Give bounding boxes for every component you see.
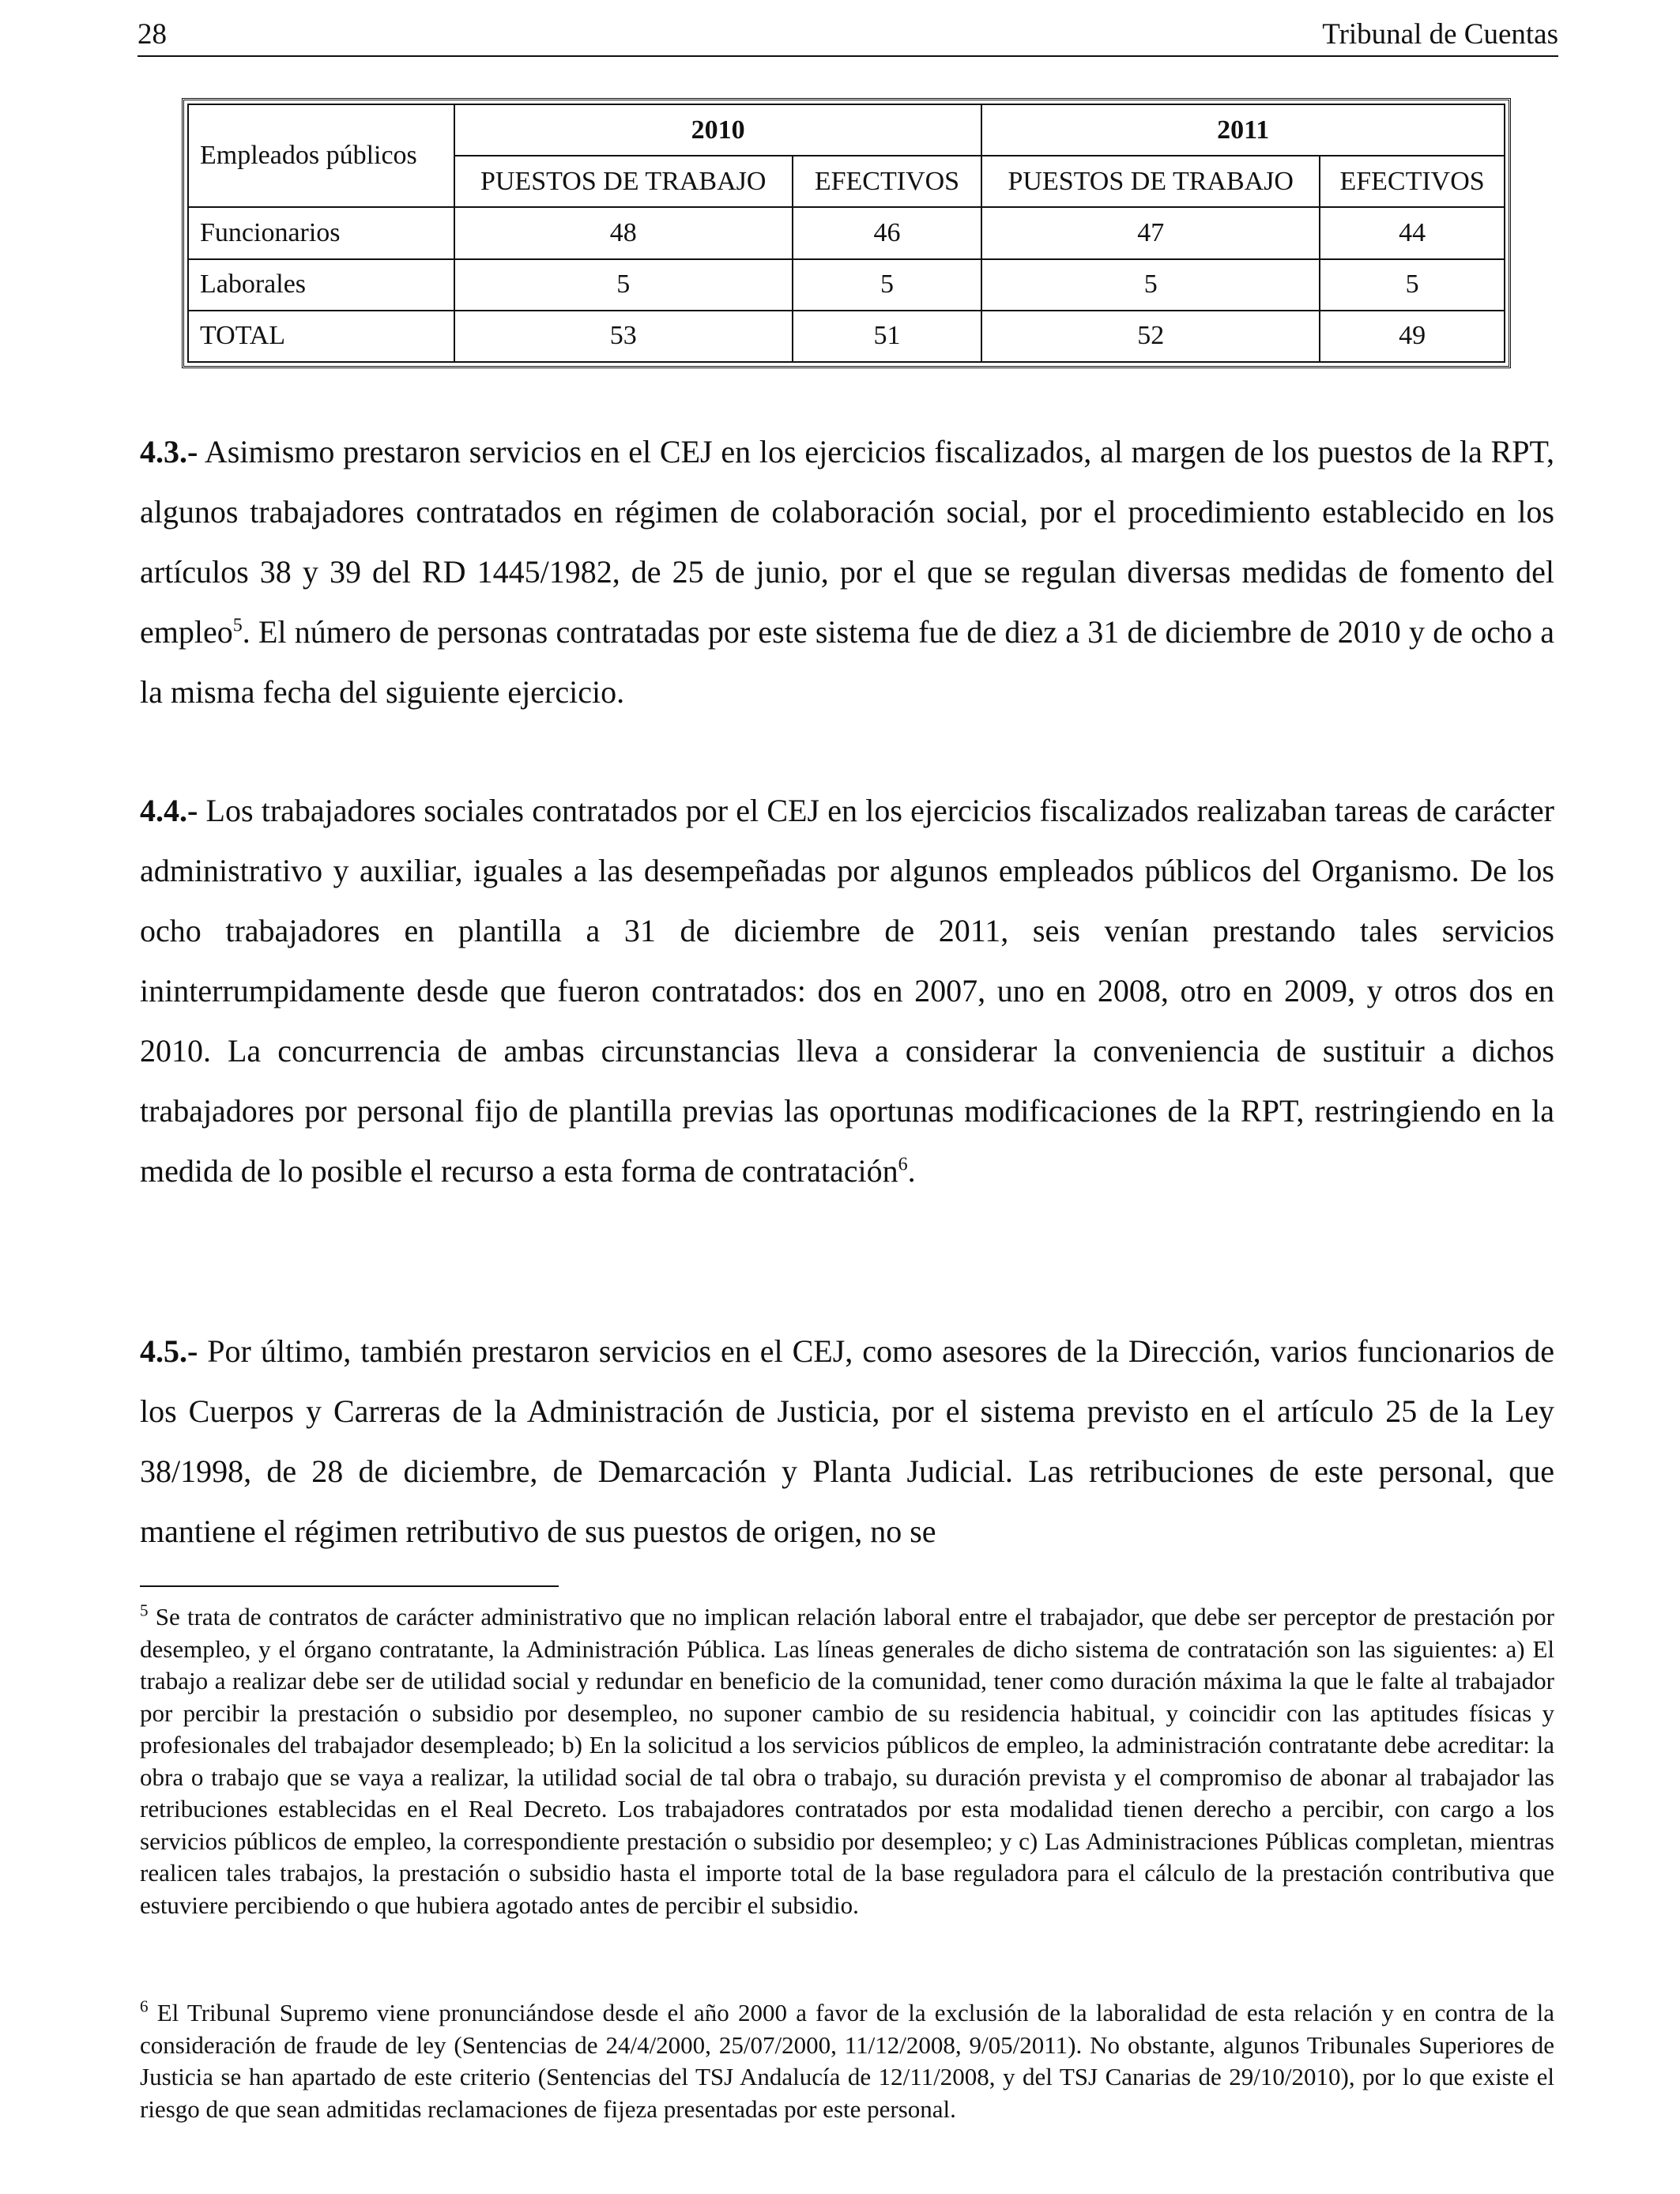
column-header: PUESTOS DE TRABAJO [981, 156, 1320, 207]
table-cell: 46 [793, 207, 982, 258]
row-label: Laborales [188, 259, 454, 311]
employees-table [182, 98, 1511, 368]
table-cell: 48 [454, 207, 793, 258]
page-header [137, 14, 1558, 57]
table-cell: 5 [1320, 259, 1505, 311]
column-header: EFECTIVOS [1320, 156, 1505, 207]
table-year-header-row [188, 104, 1505, 156]
footnote-text: El Tribunal Supremo viene pronunciándose desde el año 2000 a favor de la exclusión de la laboralidad de esta relación y en contra de la consideración de fraude de ley (Sentencias de 24/4/2000, 25/07/2000, 11/12/2008, 9/05/2011). No obstante, algunos Tribunales Superiores de Justicia se han apartado de este criterio (Sentencias del TSJ Andalucía de 12/11/2008, y del TSJ Canarias de 29/10/2010), por lo que existe el riesgo de que sean admitidas reclamaciones de fijeza presentadas por este personal. [140, 1999, 1554, 2123]
column-header: EFECTIVOS [793, 156, 982, 207]
section-number: 4.4.- [140, 793, 198, 828]
table-cell: 49 [1320, 311, 1505, 362]
row-label: Funcionarios [188, 207, 454, 258]
year-header: 2010 [454, 104, 982, 156]
table-cell: 53 [454, 311, 793, 362]
table-cell: 44 [1320, 207, 1505, 258]
paragraph-text: . El número de personas contratadas por este sistema fue de diez a 31 de diciembre de 2010 y de ocho a la misma fecha del siguiente ejercicio. [140, 614, 1554, 710]
footnote-number: 6 [140, 1996, 149, 2016]
section-number: 4.3.- [140, 434, 198, 469]
table-row [188, 259, 1505, 311]
paragraph-text: Por último, también prestaron servicios en el CEJ, como asesores de la Dirección, varios funcionarios de los Cuerpos y Carreras de la Administración de Justicia, por el sistema previsto en el artículo 25 de la Ley 38/1998, de 28 de diciembre, de Demarcación y Planta Judicial. Las retribuciones de este personal, que mantiene el régimen retributivo de sus puestos de origen, no se [140, 1333, 1554, 1549]
row-label-header: Empleados públicos [188, 104, 454, 207]
table-cell: 52 [981, 311, 1320, 362]
year-header: 2011 [981, 104, 1505, 156]
running-title: Tribunal de Cuentas [1322, 18, 1558, 51]
footnote-ref[interactable]: 6 [898, 1154, 908, 1175]
paragraph-text: Los trabajadores sociales contratados por el CEJ en los ejercicios fiscalizados realizaban tareas de carácter administrativo y auxiliar, iguales a las desempeñadas por algunos empleados públicos del Organismo. De los ocho trabajadores en plantilla a 31 de diciembre de 2011, seis venían prestando tales servicios ininterrumpidamente desde que fueron contratados: dos en 2007, uno en 2008, otro en 2009, y otros dos en 2010. La concurrencia de ambas circunstancias lleva a considerar la conveniencia de sustituir a dichos trabajadores por personal fijo de plantilla previas las oportunas modificaciones de la RPT, restringiendo en la medida de lo posible el recurso a esta forma de contratación [140, 793, 1554, 1189]
footnote-number: 5 [140, 1600, 149, 1620]
table-cell: 5 [454, 259, 793, 311]
table-cell: 5 [793, 259, 982, 311]
column-header: PUESTOS DE TRABAJO [454, 156, 793, 207]
row-label: TOTAL [188, 311, 454, 362]
table-cell: 47 [981, 207, 1320, 258]
paragraph-4-5 [140, 1321, 1554, 1562]
table-row [188, 207, 1505, 258]
footnote-text: Se trata de contratos de carácter administrativo que no implican relación laboral entre el trabajador, que debe ser perceptor de prestación por desempleo, y el órgano contratante, la Administración Pública. Las líneas generales de dicho sistema de contratación son las siguientes: a) El trabajo a realizar debe ser de utilidad social y redundar en beneficio de la comunidad, tener como duración máxima la que le falte al trabajador por percibir la prestación o subsidio por desempleo, no suponer cambio de su residencia habitual, y coincidir con las aptitudes físicas y profesionales del trabajador desempleado; b) En la solicitud a los servicios públicos de empleo, la administración contratante debe acreditar: la obra o trabajo que se vaya a realizar, la utilidad social de tal obra o trabajo, su duración prevista y el compromiso de abonar al trabajador las retribuciones establecidas en el Real Decreto. Los trabajadores contratados por esta modalidad tienen derecho a percibir, con cargo a los servicios públicos de empleo, la correspondiente prestación o subsidio por desempleo; y c) Las Administraciones Públicas completan, mientras realicen tales trabajos, la prestación o subsidio hasta el importe total de la base reguladora para el cálculo de la prestación contributiva que estuviere percibiendo o que hubiera agotado antes de percibir el subsidio. [140, 1603, 1554, 1919]
table-cell: 51 [793, 311, 982, 362]
footnote-ref[interactable]: 5 [232, 615, 243, 636]
paragraph-4-4 [140, 781, 1554, 1201]
section-number: 4.5.- [140, 1333, 198, 1369]
footnote-separator [140, 1585, 559, 1587]
footnote-5 [140, 1601, 1554, 1921]
table-cell: 5 [981, 259, 1320, 311]
page-number: 28 [137, 18, 167, 51]
paragraph-4-3 [140, 422, 1554, 722]
table-total-row [188, 311, 1505, 362]
paragraph-text: . [907, 1153, 916, 1189]
footnote-6 [140, 1997, 1554, 2125]
paragraph-text: Asimismo prestaron servicios en el CEJ en los ejercicios fiscalizados, al margen de los puestos de la RPT, algunos trabajadores contratados en régimen de colaboración social, por el procedimiento establecido en los artículos 38 y 39 del RD 1445/1982, de 25 de junio, por el que se regulan diversas medidas de fomento del empleo [140, 434, 1554, 650]
